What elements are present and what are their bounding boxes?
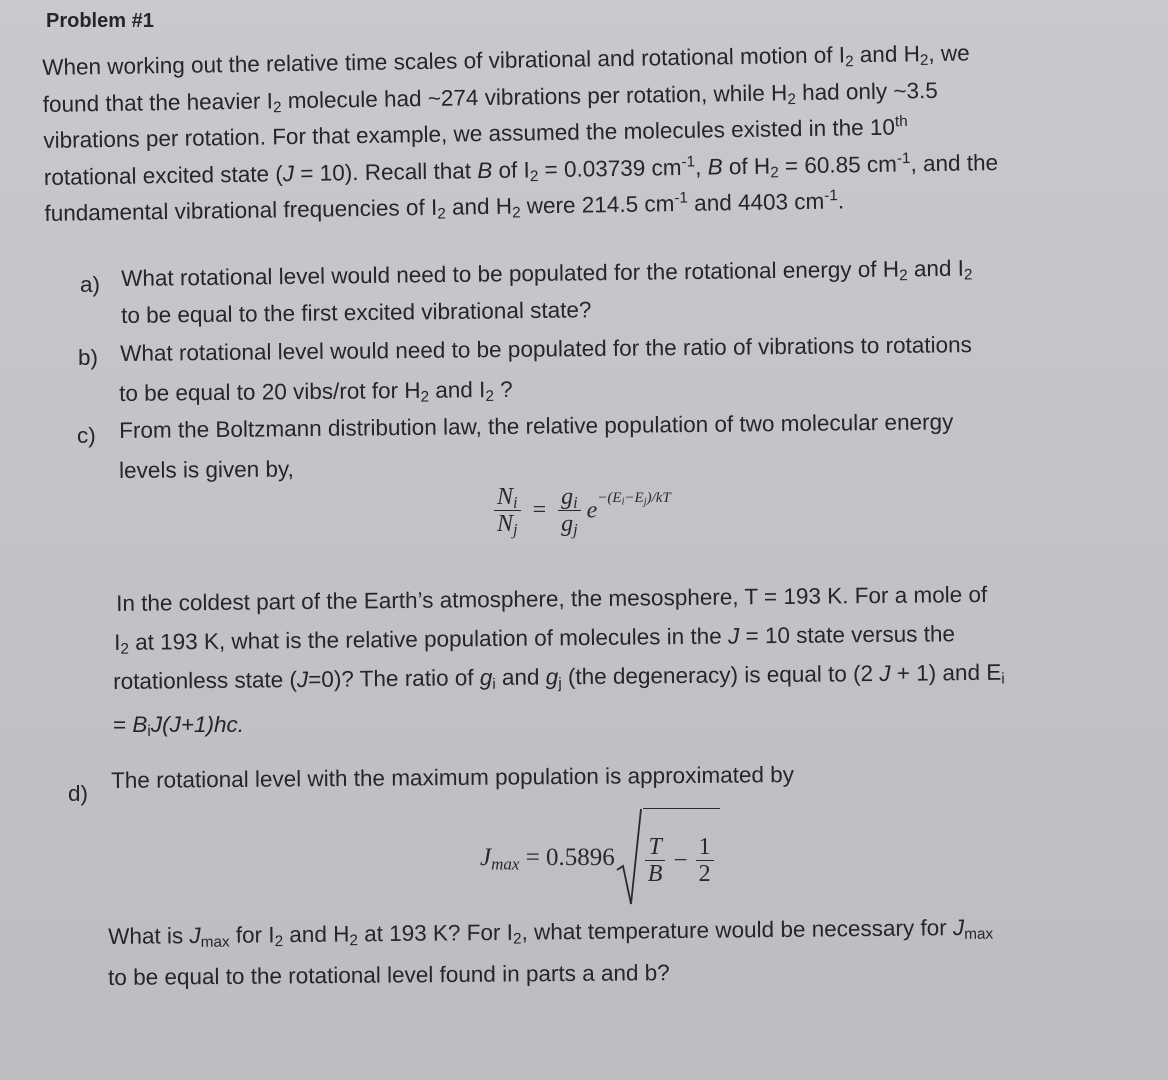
square-root: $\frac{T}{B}$ − $\frac{1}{2}$ xyxy=(615,808,720,908)
part-b-line-1: What rotational level would need to be populated for the ratio of vibrations to rotations xyxy=(120,332,972,366)
intro-line-4: rotational excited state (J = 10). Recall that B of $I_2 = 0.03739$ $cm^{-1}$, B of $H_2 = 60.85$ $cm^{-1}$, and the xyxy=(43,149,999,190)
part-a-line-1: What rotational level would need to be populated for the rotational energy of $H_2$ and $I_2$ xyxy=(121,255,973,291)
part-d-marker: d) xyxy=(68,781,89,806)
intro-line-2: found that the heavier $I_2$ molecule had ~274 vibrations per rotation, while $H_2$ had only ~3.5 xyxy=(42,77,938,117)
part-c-line-1: From the Boltzmann distribution law, the relative population of two molecular energy xyxy=(119,409,954,443)
intro-line-3: vibrations per rotation. For that example, we assumed the molecules existed in the 10th xyxy=(43,113,908,153)
intro-line-5: fundamental vibrational frequencies of $I_2$ and $H_2$ were 214.5 $cm^{-1}$ and 4403 $cm^{-1}$. xyxy=(44,187,845,226)
exponent: $-(E_i-E_j)/kT$ xyxy=(597,490,671,508)
t-over-b-fraction: $\frac{T}{B}$ xyxy=(645,834,666,888)
part-b-marker: b) xyxy=(78,345,99,370)
part-c-para-line-1: In the coldest part of the Earth’s atmosphere, the mesosphere, T = 193 K. For a mole of xyxy=(116,581,988,616)
part-d-question-line-1: What is $J_{max}$ for $I_2$ and $H_2$ at 193 K? For $I_2$, what temperature would be necessary for $J_{max}$ xyxy=(108,915,994,951)
boltzmann-equation: $\frac{N_i}{N_j}$ = $\frac{g_i}{g_j}$ $e-(E_i-E_j)/kT$ xyxy=(494,484,671,538)
one-half-fraction: $\frac{1}{2}$ xyxy=(696,834,714,888)
radical-sign-icon xyxy=(615,808,643,908)
part-c-marker: c) xyxy=(77,423,96,448)
part-c-para-line-2: $I_2$ at 193 K, what is the relative population of molecules in the J = 10 state versus the xyxy=(114,621,956,658)
part-c-para-line-3: rotationless state (J=0)? The ratio of $g_i$ and $g_j$ (the degeneracy) is equal to (2 J + 1) and $E_i$ xyxy=(113,659,1005,694)
problem-heading: Problem #1 xyxy=(46,10,154,32)
intro-line-1: When working out the relative time scales of vibrational and rotational motion of $I_2$ and $H_2$, we xyxy=(42,40,970,80)
part-b-line-2: to be equal to 20 vibs/rot for $H_2$ and $I_2$ ? xyxy=(119,376,513,406)
intro-paragraph xyxy=(42,39,999,236)
gi-over-gj-fraction: $\frac{g_i}{g_j}$ xyxy=(558,484,581,538)
part-c-para-line-4: = $B_iJ(J+1)hc$. xyxy=(113,712,244,740)
part-a-marker: a) xyxy=(80,272,101,297)
part-c-line-2: levels is given by, xyxy=(119,456,294,483)
part-d-line-1: The rotational level with the maximum population is approximated by xyxy=(111,762,795,793)
part-a-line-2: to be equal to the first excited vibrational state? xyxy=(121,297,592,328)
part-d-question-line-2: to be equal to the rotational level found in parts a and b? xyxy=(108,960,670,990)
ni-over-nj-fraction: $\frac{N_i}{N_j}$ xyxy=(494,484,521,538)
jmax-equation: $J_{max} = 0.5896$ $\frac{T}{B}$ − $\frac{1}{2}$ xyxy=(480,808,720,908)
